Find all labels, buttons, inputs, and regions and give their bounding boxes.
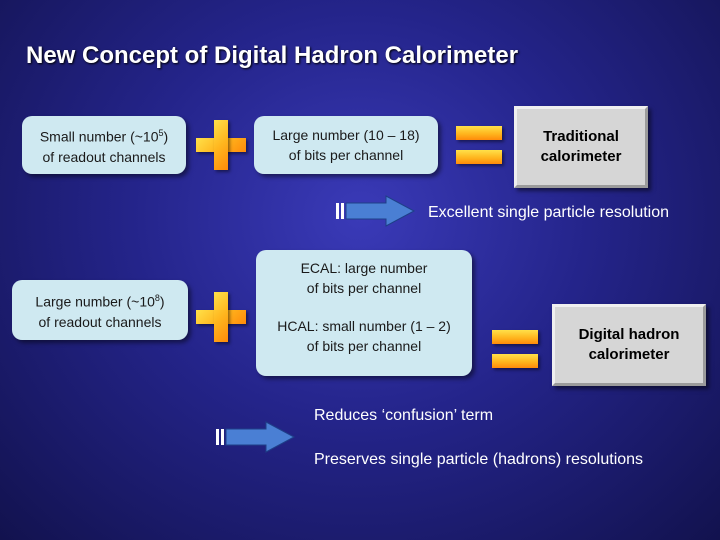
readout-channels-line2: of readout channels	[42, 148, 166, 165]
plus-icon	[196, 120, 246, 170]
bits-per-channel-box-1	[254, 116, 438, 174]
digital-hadron-calorimeter-line1: Digital hadron	[578, 326, 680, 343]
readout-channels-line2: of readout channels	[38, 313, 162, 330]
traditional-calorimeter-box	[514, 106, 648, 188]
ecal-line2: of bits per channel	[306, 280, 422, 296]
bits-per-channel-box-2	[256, 250, 472, 376]
readout-channels-box-2	[12, 280, 188, 340]
hcal-line2: of bits per channel	[306, 338, 422, 354]
page-title: New Concept of Digital Hadron Calorimeter	[26, 42, 519, 69]
conclusion-reduces-confusion: Reduces ‘confusion’ term	[314, 407, 494, 424]
readout-channels-box-1	[22, 116, 186, 174]
arrow-right-icon	[336, 194, 416, 228]
traditional-calorimeter-line2: calorimeter	[540, 148, 622, 165]
equals-icon	[492, 330, 538, 370]
ecal-line1: ECAL: large number	[300, 260, 428, 276]
plus-icon	[196, 292, 246, 342]
readout-channels-line1: Large number $(\sim 10^8)$	[35, 293, 165, 310]
traditional-calorimeter-line1: Traditional	[543, 128, 619, 145]
arrow-right-icon	[216, 420, 296, 454]
bits-per-channel-line2: of bits per channel	[288, 147, 404, 163]
conclusion-excellent-resolution: Excellent single particle resolution	[428, 204, 670, 221]
readout-channels-line1: Small number $(\sim 10^5)$	[39, 128, 169, 145]
digital-hadron-calorimeter-line2: calorimeter	[588, 346, 670, 363]
bits-per-channel-line1: Large number (10 – 18)	[272, 127, 420, 143]
equals-icon	[456, 126, 502, 166]
digital-hadron-calorimeter-box	[552, 304, 706, 386]
hcal-line1: HCAL: small number (1 – 2)	[277, 318, 451, 334]
conclusion-preserves-resolution: Preserves single particle (hadrons) resolutions	[314, 451, 644, 468]
